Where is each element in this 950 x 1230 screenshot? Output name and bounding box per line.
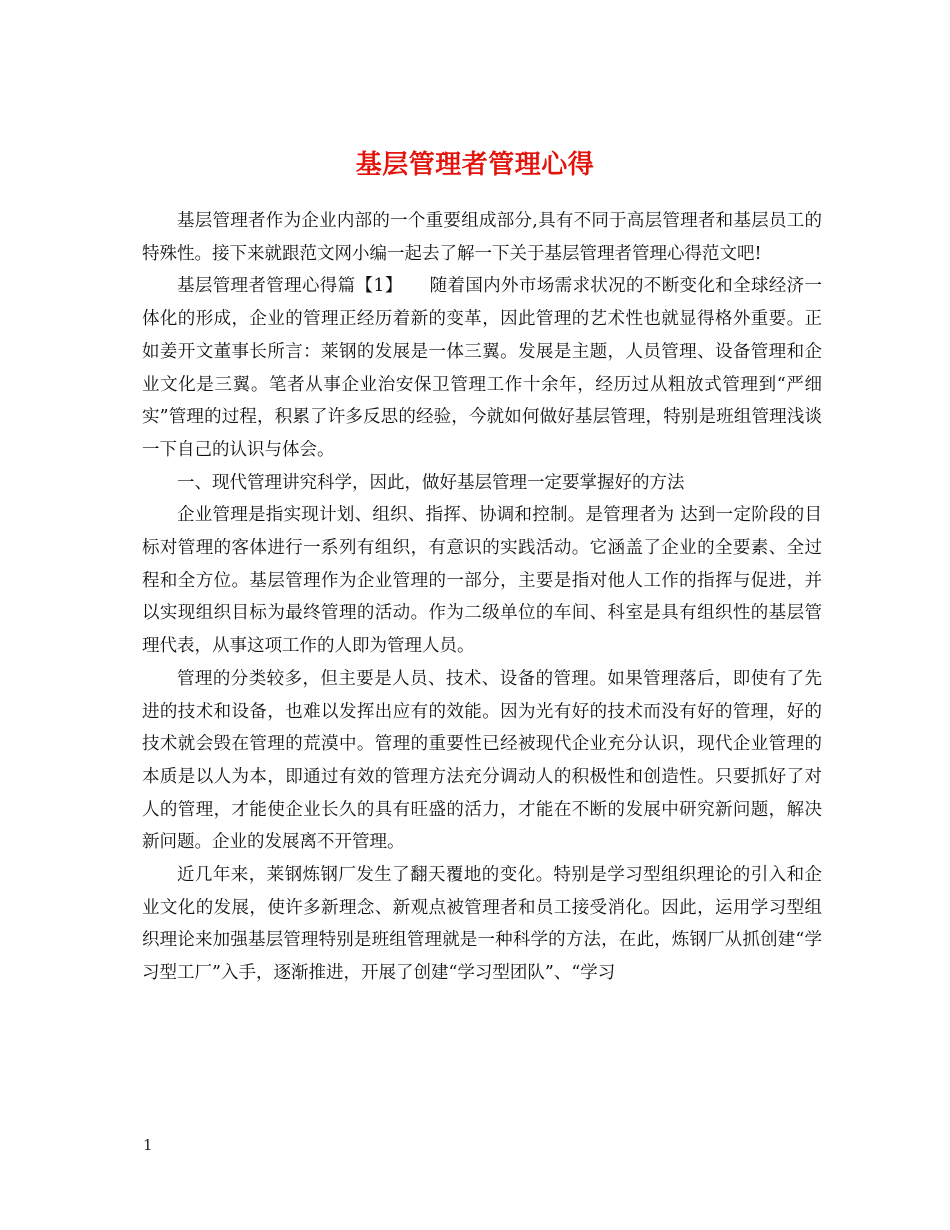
section-heading-1: 一、现代管理讲究科学，因此，做好基层管理一定要掌握好的方法 xyxy=(177,472,685,493)
paragraph-management-definition: 企业管理是指实现计划、组织、指挥、协调和控制。是管理者为 达到一定阶段的目标对管理的客体进行一系列有组织，有意识的实践活动。它涵盖了企业的全要素、全过程和全方位。基层管理作为企业管理的一部分，主要是指对他人工作的指挥与促进，并以实现组织目标为最终管理的活动。作为二级单位的车间、科室是具有组织性的基层管理代表，从事这项工作的人即为管理人员。 xyxy=(142,505,822,657)
paragraph-management-types: 管理的分类较多，但主要是人员、技术、设备的管理。如果管理落后，即使有了先进的技术和设备，也难以发挥出应有的效能。因为光有好的技术而没有好的管理，好的技术就会毁在管理的荒漠中。管理的重要性已经被现代企业充分认识，现代企业管理的本质是以人为本，即通过有效的管理方法充分调动人的积极性和创造性。只要抓好了对人的管理，才能使企业长久的具有旺盛的活力，才能在不断的发展中研究新问题，解决新问题。企业的发展离不开管理。 xyxy=(142,668,822,853)
document-body xyxy=(142,205,822,990)
paragraph-recent-years: 近几年来，莱钢炼钢厂发生了翻天覆地的变化。特别是学习型组织理论的引入和企业文化的发展，使许多新理念、新观点被管理者和员工接受消化。因此，运用学习型组织理论来加强基层管理特别是班组管理就是一种科学的方法，在此，炼钢厂从抓创建“学习型工厂”入手，逐渐推进，开展了创建“学习型团队”、“学习 xyxy=(142,865,822,984)
page-number: 1 xyxy=(143,1136,153,1154)
paragraph-part-1: 基层管理者管理心得篇【1】 随着国内外市场需求状况的不断变化和全球经济一体化的形成，企业的管理正经历着新的变革，因此管理的艺术性也就显得格外重要。正如姜开文董事长所言：莱钢的发展是一体三翼。发展是主题，人员管理、设备管理和企业文化是三翼。笔者从事企业治安保卫管理工作十余年，经历过从粗放式管理到“严细实”管理的过程，积累了许多反思的经验，今就如何做好基层管理，特别是班组管理浅谈一下自己的认识与体会。 xyxy=(142,276,822,460)
paragraph-intro: 基层管理者作为企业内部的一个重要组成部分,具有不同于高层管理者和基层员工的特殊性。接下来就跟范文网小编一起去了解一下关于基层管理者管理心得范文吧! xyxy=(142,211,822,264)
document-title: 基层管理者管理心得 xyxy=(355,150,595,181)
